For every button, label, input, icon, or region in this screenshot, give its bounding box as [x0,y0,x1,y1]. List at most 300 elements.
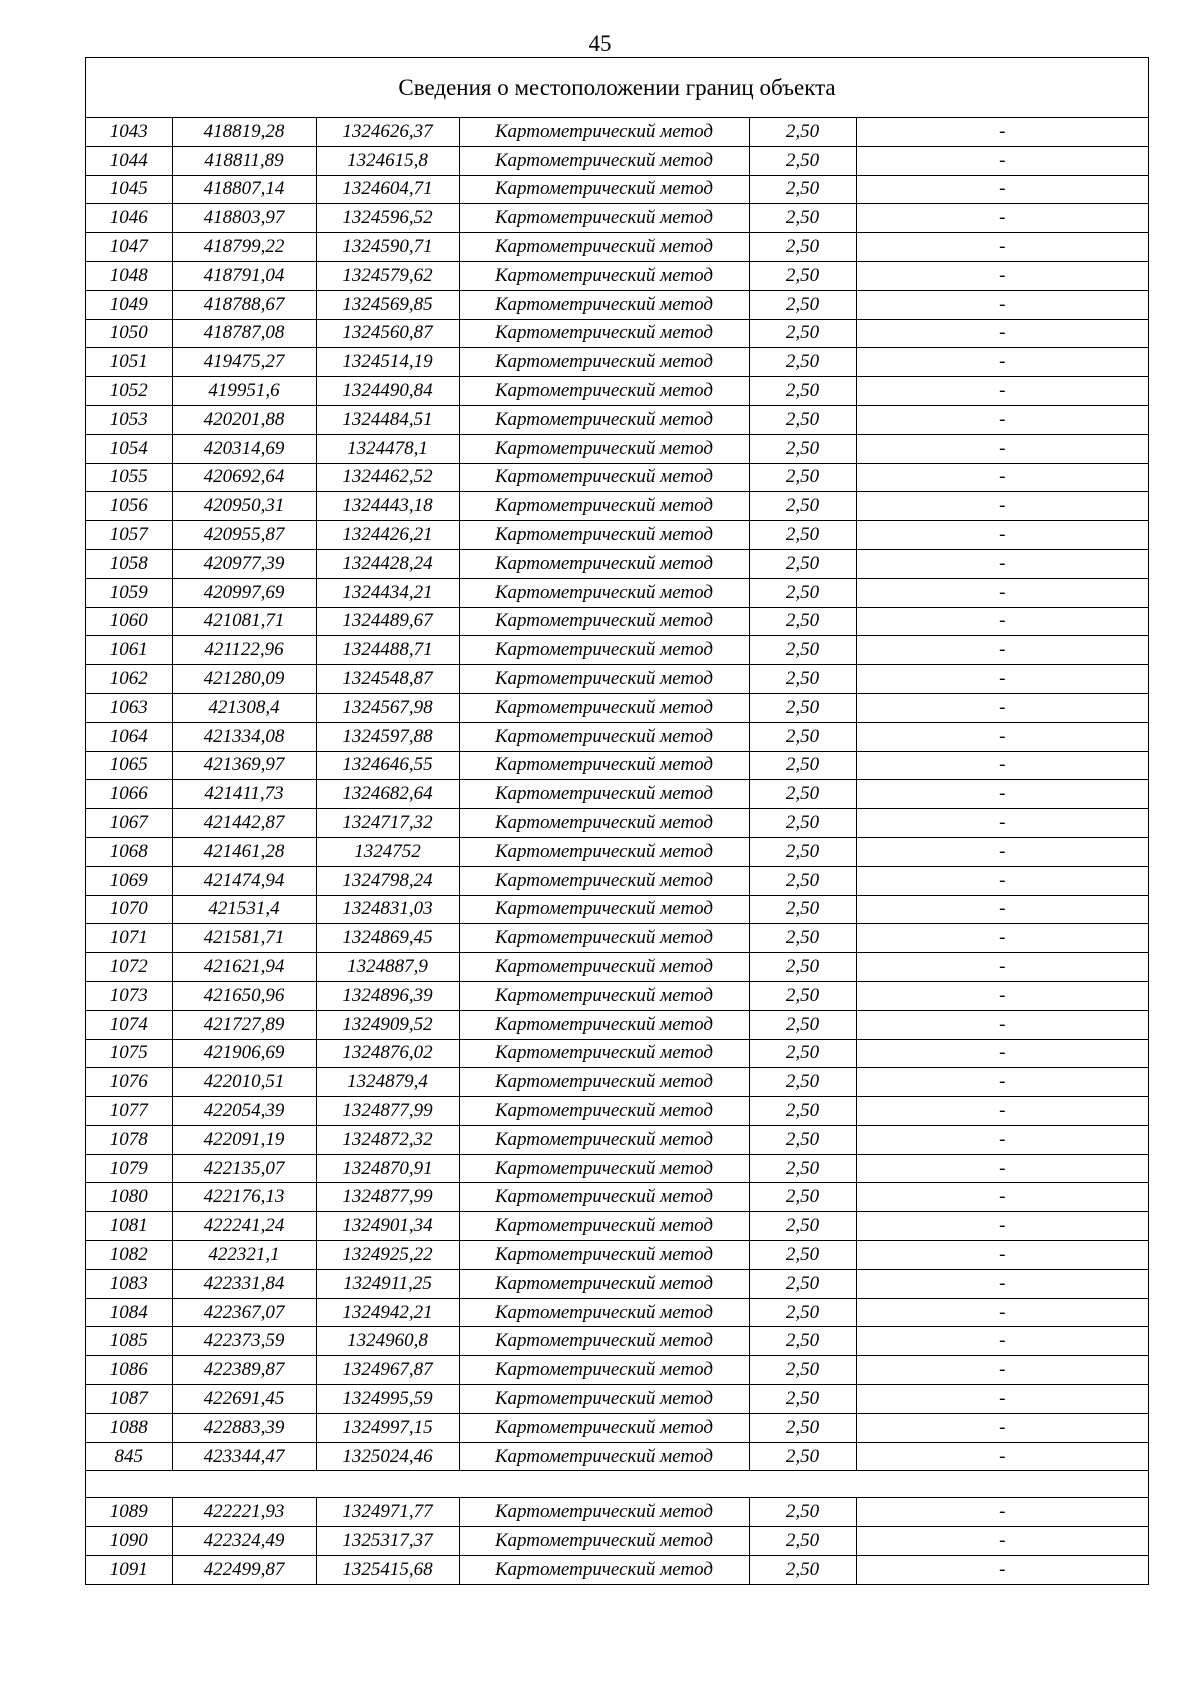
method-cell: Картометрический метод [459,1039,749,1068]
description-cell: - [856,290,1148,319]
table-row [86,1154,1148,1183]
table-row [86,578,1148,607]
point-number-cell: 1048 [86,261,172,290]
point-number-cell: 1065 [86,751,172,780]
x-coordinate-cell: 422221,93 [172,1498,316,1527]
description-cell: - [856,1556,1148,1584]
table-row [86,636,1148,665]
x-coordinate-cell: 422389,87 [172,1356,316,1385]
table-row [86,1010,1148,1039]
accuracy-cell: 2,50 [749,377,856,406]
accuracy-cell: 2,50 [749,434,856,463]
y-coordinate-cell: 1324887,9 [316,953,459,982]
y-coordinate-cell: 1324798,24 [316,866,459,895]
description-cell: - [856,866,1148,895]
accuracy-cell: 2,50 [749,463,856,492]
x-coordinate-cell: 420955,87 [172,521,316,550]
method-cell: Картометрический метод [459,146,749,175]
y-coordinate-cell: 1324560,87 [316,319,459,348]
y-coordinate-cell: 1324590,71 [316,233,459,262]
method-cell: Картометрический метод [459,290,749,319]
description-cell: - [856,521,1148,550]
coordinates-table [86,118,1148,1584]
table-row [86,1183,1148,1212]
method-cell: Картометрический метод [459,1269,749,1298]
point-number-cell: 1066 [86,780,172,809]
point-number-cell: 1086 [86,1356,172,1385]
method-cell: Картометрический метод [459,924,749,953]
accuracy-cell: 2,50 [749,693,856,722]
accuracy-cell: 2,50 [749,204,856,233]
description-cell: - [856,1154,1148,1183]
table-row [86,405,1148,434]
accuracy-cell: 2,50 [749,1097,856,1126]
table-row [86,348,1148,377]
accuracy-cell: 2,50 [749,319,856,348]
method-cell: Картометрический метод [459,665,749,694]
point-number-cell: 845 [86,1442,172,1471]
y-coordinate-cell: 1324925,22 [316,1241,459,1270]
method-cell: Картометрический метод [459,1154,749,1183]
point-number-cell: 1087 [86,1385,172,1414]
x-coordinate-cell: 422176,13 [172,1183,316,1212]
accuracy-cell: 2,50 [749,492,856,521]
point-number-cell: 1067 [86,809,172,838]
table-row [86,1039,1148,1068]
method-cell: Картометрический метод [459,549,749,578]
point-number-cell: 1045 [86,175,172,204]
table-row [86,1385,1148,1414]
y-coordinate-cell: 1325415,68 [316,1556,459,1584]
description-cell: - [856,1010,1148,1039]
accuracy-cell: 2,50 [749,1356,856,1385]
y-coordinate-cell: 1324879,4 [316,1068,459,1097]
x-coordinate-cell: 422324,49 [172,1527,316,1556]
table-row [86,924,1148,953]
accuracy-cell: 2,50 [749,866,856,895]
method-cell: Картометрический метод [459,118,749,146]
y-coordinate-cell: 1324646,55 [316,751,459,780]
description-cell: - [856,607,1148,636]
table-row [86,780,1148,809]
accuracy-cell: 2,50 [749,722,856,751]
point-number-cell: 1060 [86,607,172,636]
description-cell: - [856,924,1148,953]
accuracy-cell: 2,50 [749,1442,856,1471]
y-coordinate-cell: 1324971,77 [316,1498,459,1527]
point-number-cell: 1051 [86,348,172,377]
y-coordinate-cell: 1324426,21 [316,521,459,550]
method-cell: Картометрический метод [459,463,749,492]
method-cell: Картометрический метод [459,434,749,463]
method-cell: Картометрический метод [459,1442,749,1471]
description-cell: - [856,348,1148,377]
y-coordinate-cell: 1324489,67 [316,607,459,636]
accuracy-cell: 2,50 [749,1298,856,1327]
accuracy-cell: 2,50 [749,549,856,578]
y-coordinate-cell: 1324872,32 [316,1125,459,1154]
point-number-cell: 1073 [86,981,172,1010]
x-coordinate-cell: 421474,94 [172,866,316,895]
point-number-cell: 1085 [86,1327,172,1356]
point-number-cell: 1052 [86,377,172,406]
method-cell: Картометрический метод [459,1385,749,1414]
accuracy-cell: 2,50 [749,1212,856,1241]
x-coordinate-cell: 422135,07 [172,1154,316,1183]
y-coordinate-cell: 1324717,32 [316,809,459,838]
accuracy-cell: 2,50 [749,1154,856,1183]
method-cell: Картометрический метод [459,1327,749,1356]
y-coordinate-cell: 1324567,98 [316,693,459,722]
x-coordinate-cell: 420950,31 [172,492,316,521]
point-number-cell: 1064 [86,722,172,751]
x-coordinate-cell: 420314,69 [172,434,316,463]
y-coordinate-cell: 1324597,88 [316,722,459,751]
x-coordinate-cell: 418811,89 [172,146,316,175]
accuracy-cell: 2,50 [749,607,856,636]
accuracy-cell: 2,50 [749,837,856,866]
x-coordinate-cell: 421369,97 [172,751,316,780]
method-cell: Картометрический метод [459,866,749,895]
x-coordinate-cell: 420692,64 [172,463,316,492]
y-coordinate-cell: 1324752 [316,837,459,866]
point-number-cell: 1070 [86,895,172,924]
table-row [86,1298,1148,1327]
point-number-cell: 1076 [86,1068,172,1097]
method-cell: Картометрический метод [459,953,749,982]
description-cell: - [856,377,1148,406]
x-coordinate-cell: 420201,88 [172,405,316,434]
x-coordinate-cell: 421906,69 [172,1039,316,1068]
table-row [86,175,1148,204]
description-cell: - [856,780,1148,809]
description-cell: - [856,1527,1148,1556]
description-cell: - [856,722,1148,751]
y-coordinate-cell: 1324901,34 [316,1212,459,1241]
x-coordinate-cell: 422331,84 [172,1269,316,1298]
y-coordinate-cell: 1324615,8 [316,146,459,175]
point-number-cell: 1069 [86,866,172,895]
point-number-cell: 1061 [86,636,172,665]
y-coordinate-cell: 1324682,64 [316,780,459,809]
table-row [86,1356,1148,1385]
x-coordinate-cell: 420997,69 [172,578,316,607]
description-cell: - [856,809,1148,838]
point-number-cell: 1090 [86,1527,172,1556]
description-cell: - [856,1241,1148,1270]
description-cell: - [856,1442,1148,1471]
x-coordinate-cell: 421621,94 [172,953,316,982]
description-cell: - [856,492,1148,521]
point-number-cell: 1063 [86,693,172,722]
x-coordinate-cell: 421650,96 [172,981,316,1010]
table-title: Сведения о местоположении границ объекта [86,58,1148,118]
point-number-cell: 1057 [86,521,172,550]
table-row [86,1498,1148,1527]
point-number-cell: 1083 [86,1269,172,1298]
table-row [86,693,1148,722]
method-cell: Картометрический метод [459,1097,749,1126]
description-cell: - [856,751,1148,780]
accuracy-cell: 2,50 [749,924,856,953]
x-coordinate-cell: 422241,24 [172,1212,316,1241]
table-row [86,981,1148,1010]
table-row [86,1241,1148,1270]
point-number-cell: 1078 [86,1125,172,1154]
accuracy-cell: 2,50 [749,1556,856,1584]
accuracy-cell: 2,50 [749,578,856,607]
table-row [86,1212,1148,1241]
point-number-cell: 1091 [86,1556,172,1584]
table-row [86,722,1148,751]
y-coordinate-cell: 1324514,19 [316,348,459,377]
table-row [86,118,1148,146]
accuracy-cell: 2,50 [749,1241,856,1270]
description-cell: - [856,953,1148,982]
y-coordinate-cell: 1324995,59 [316,1385,459,1414]
accuracy-cell: 2,50 [749,665,856,694]
y-coordinate-cell: 1324626,37 [316,118,459,146]
method-cell: Картометрический метод [459,175,749,204]
accuracy-cell: 2,50 [749,521,856,550]
point-number-cell: 1054 [86,434,172,463]
table-row [86,521,1148,550]
method-cell: Картометрический метод [459,1183,749,1212]
point-number-cell: 1068 [86,837,172,866]
description-cell: - [856,261,1148,290]
table-row [86,1125,1148,1154]
x-coordinate-cell: 421531,4 [172,895,316,924]
y-coordinate-cell: 1324434,21 [316,578,459,607]
accuracy-cell: 2,50 [749,636,856,665]
method-cell: Картометрический метод [459,636,749,665]
x-coordinate-cell: 421461,28 [172,837,316,866]
point-number-cell: 1056 [86,492,172,521]
description-cell: - [856,665,1148,694]
description-cell: - [856,1327,1148,1356]
x-coordinate-cell: 422499,87 [172,1556,316,1584]
table-row [86,492,1148,521]
method-cell: Картометрический метод [459,492,749,521]
table-row [86,204,1148,233]
x-coordinate-cell: 421081,71 [172,607,316,636]
point-number-cell: 1080 [86,1183,172,1212]
y-coordinate-cell: 1324478,1 [316,434,459,463]
x-coordinate-cell: 422010,51 [172,1068,316,1097]
description-cell: - [856,1183,1148,1212]
description-cell: - [856,1356,1148,1385]
point-number-cell: 1089 [86,1498,172,1527]
point-number-cell: 1088 [86,1413,172,1442]
accuracy-cell: 2,50 [749,261,856,290]
method-cell: Картометрический метод [459,1556,749,1584]
accuracy-cell: 2,50 [749,895,856,924]
group-separator-row [86,1471,1148,1498]
accuracy-cell: 2,50 [749,175,856,204]
description-cell: - [856,319,1148,348]
y-coordinate-cell: 1324909,52 [316,1010,459,1039]
y-coordinate-cell: 1324462,52 [316,463,459,492]
method-cell: Картометрический метод [459,1010,749,1039]
table-row [86,319,1148,348]
accuracy-cell: 2,50 [749,981,856,1010]
x-coordinate-cell: 421727,89 [172,1010,316,1039]
accuracy-cell: 2,50 [749,348,856,377]
point-number-cell: 1050 [86,319,172,348]
table-row [86,377,1148,406]
accuracy-cell: 2,50 [749,405,856,434]
table-row [86,866,1148,895]
accuracy-cell: 2,50 [749,1498,856,1527]
description-cell: - [856,1298,1148,1327]
point-number-cell: 1075 [86,1039,172,1068]
table-row [86,1269,1148,1298]
table-row [86,607,1148,636]
table-row [86,1068,1148,1097]
y-coordinate-cell: 1324490,84 [316,377,459,406]
table-row [86,751,1148,780]
method-cell: Картометрический метод [459,1068,749,1097]
method-cell: Картометрический метод [459,1298,749,1327]
description-cell: - [856,233,1148,262]
method-cell: Картометрический метод [459,377,749,406]
x-coordinate-cell: 422373,59 [172,1327,316,1356]
point-number-cell: 1047 [86,233,172,262]
accuracy-cell: 2,50 [749,751,856,780]
x-coordinate-cell: 421334,08 [172,722,316,751]
y-coordinate-cell: 1324876,02 [316,1039,459,1068]
description-cell: - [856,1269,1148,1298]
description-cell: - [856,463,1148,492]
accuracy-cell: 2,50 [749,1183,856,1212]
method-cell: Картометрический метод [459,780,749,809]
method-cell: Картометрический метод [459,1241,749,1270]
method-cell: Картометрический метод [459,693,749,722]
table-row [86,233,1148,262]
method-cell: Картометрический метод [459,895,749,924]
table-row [86,1556,1148,1584]
method-cell: Картометрический метод [459,1212,749,1241]
point-number-cell: 1072 [86,953,172,982]
point-number-cell: 1053 [86,405,172,434]
y-coordinate-cell: 1324997,15 [316,1413,459,1442]
description-cell: - [856,1498,1148,1527]
y-coordinate-cell: 1324870,91 [316,1154,459,1183]
x-coordinate-cell: 418803,97 [172,204,316,233]
point-number-cell: 1079 [86,1154,172,1183]
y-coordinate-cell: 1324484,51 [316,405,459,434]
method-cell: Картометрический метод [459,722,749,751]
x-coordinate-cell: 418799,22 [172,233,316,262]
description-cell: - [856,146,1148,175]
y-coordinate-cell: 1324967,87 [316,1356,459,1385]
point-number-cell: 1044 [86,146,172,175]
description-cell: - [856,175,1148,204]
accuracy-cell: 2,50 [749,1413,856,1442]
x-coordinate-cell: 419475,27 [172,348,316,377]
x-coordinate-cell: 422091,19 [172,1125,316,1154]
accuracy-cell: 2,50 [749,953,856,982]
accuracy-cell: 2,50 [749,1039,856,1068]
accuracy-cell: 2,50 [749,1527,856,1556]
method-cell: Картометрический метод [459,261,749,290]
method-cell: Картометрический метод [459,607,749,636]
method-cell: Картометрический метод [459,1413,749,1442]
accuracy-cell: 2,50 [749,1269,856,1298]
description-cell: - [856,1385,1148,1414]
accuracy-cell: 2,50 [749,146,856,175]
point-number-cell: 1058 [86,549,172,578]
coordinates-table-body [86,118,1148,1584]
description-cell: - [856,1125,1148,1154]
y-coordinate-cell: 1324579,62 [316,261,459,290]
point-number-cell: 1049 [86,290,172,319]
method-cell: Картометрический метод [459,578,749,607]
x-coordinate-cell: 422054,39 [172,1097,316,1126]
accuracy-cell: 2,50 [749,118,856,146]
x-coordinate-cell: 421581,71 [172,924,316,953]
x-coordinate-cell: 422367,07 [172,1298,316,1327]
point-number-cell: 1059 [86,578,172,607]
y-coordinate-cell: 1324896,39 [316,981,459,1010]
table-row [86,1097,1148,1126]
table-row [86,434,1148,463]
description-cell: - [856,204,1148,233]
page-number: 45 [588,31,612,56]
description-cell: - [856,1039,1148,1068]
method-cell: Картометрический метод [459,751,749,780]
y-coordinate-cell: 1324960,8 [316,1327,459,1356]
table-row [86,290,1148,319]
point-number-cell: 1082 [86,1241,172,1270]
method-cell: Картометрический метод [459,348,749,377]
description-cell: - [856,434,1148,463]
point-number-cell: 1055 [86,463,172,492]
method-cell: Картометрический метод [459,1527,749,1556]
y-coordinate-cell: 1324569,85 [316,290,459,319]
accuracy-cell: 2,50 [749,290,856,319]
table-row [86,1327,1148,1356]
y-coordinate-cell: 1324869,45 [316,924,459,953]
accuracy-cell: 2,50 [749,1385,856,1414]
x-coordinate-cell: 422321,1 [172,1241,316,1270]
method-cell: Картометрический метод [459,1498,749,1527]
x-coordinate-cell: 421122,96 [172,636,316,665]
description-cell: - [856,895,1148,924]
description-cell: - [856,981,1148,1010]
table-row [86,895,1148,924]
x-coordinate-cell: 421280,09 [172,665,316,694]
x-coordinate-cell: 420977,39 [172,549,316,578]
y-coordinate-cell: 1324443,18 [316,492,459,521]
method-cell: Картометрический метод [459,233,749,262]
y-coordinate-cell: 1324488,71 [316,636,459,665]
point-number-cell: 1074 [86,1010,172,1039]
y-coordinate-cell: 1325317,37 [316,1527,459,1556]
accuracy-cell: 2,50 [749,1068,856,1097]
table-row [86,1413,1148,1442]
accuracy-cell: 2,50 [749,1010,856,1039]
description-cell: - [856,1097,1148,1126]
y-coordinate-cell: 1324596,52 [316,204,459,233]
y-coordinate-cell: 1324604,71 [316,175,459,204]
description-cell: - [856,405,1148,434]
x-coordinate-cell: 423344,47 [172,1442,316,1471]
accuracy-cell: 2,50 [749,1327,856,1356]
point-number-cell: 1081 [86,1212,172,1241]
y-coordinate-cell: 1324877,99 [316,1097,459,1126]
description-cell: - [856,118,1148,146]
